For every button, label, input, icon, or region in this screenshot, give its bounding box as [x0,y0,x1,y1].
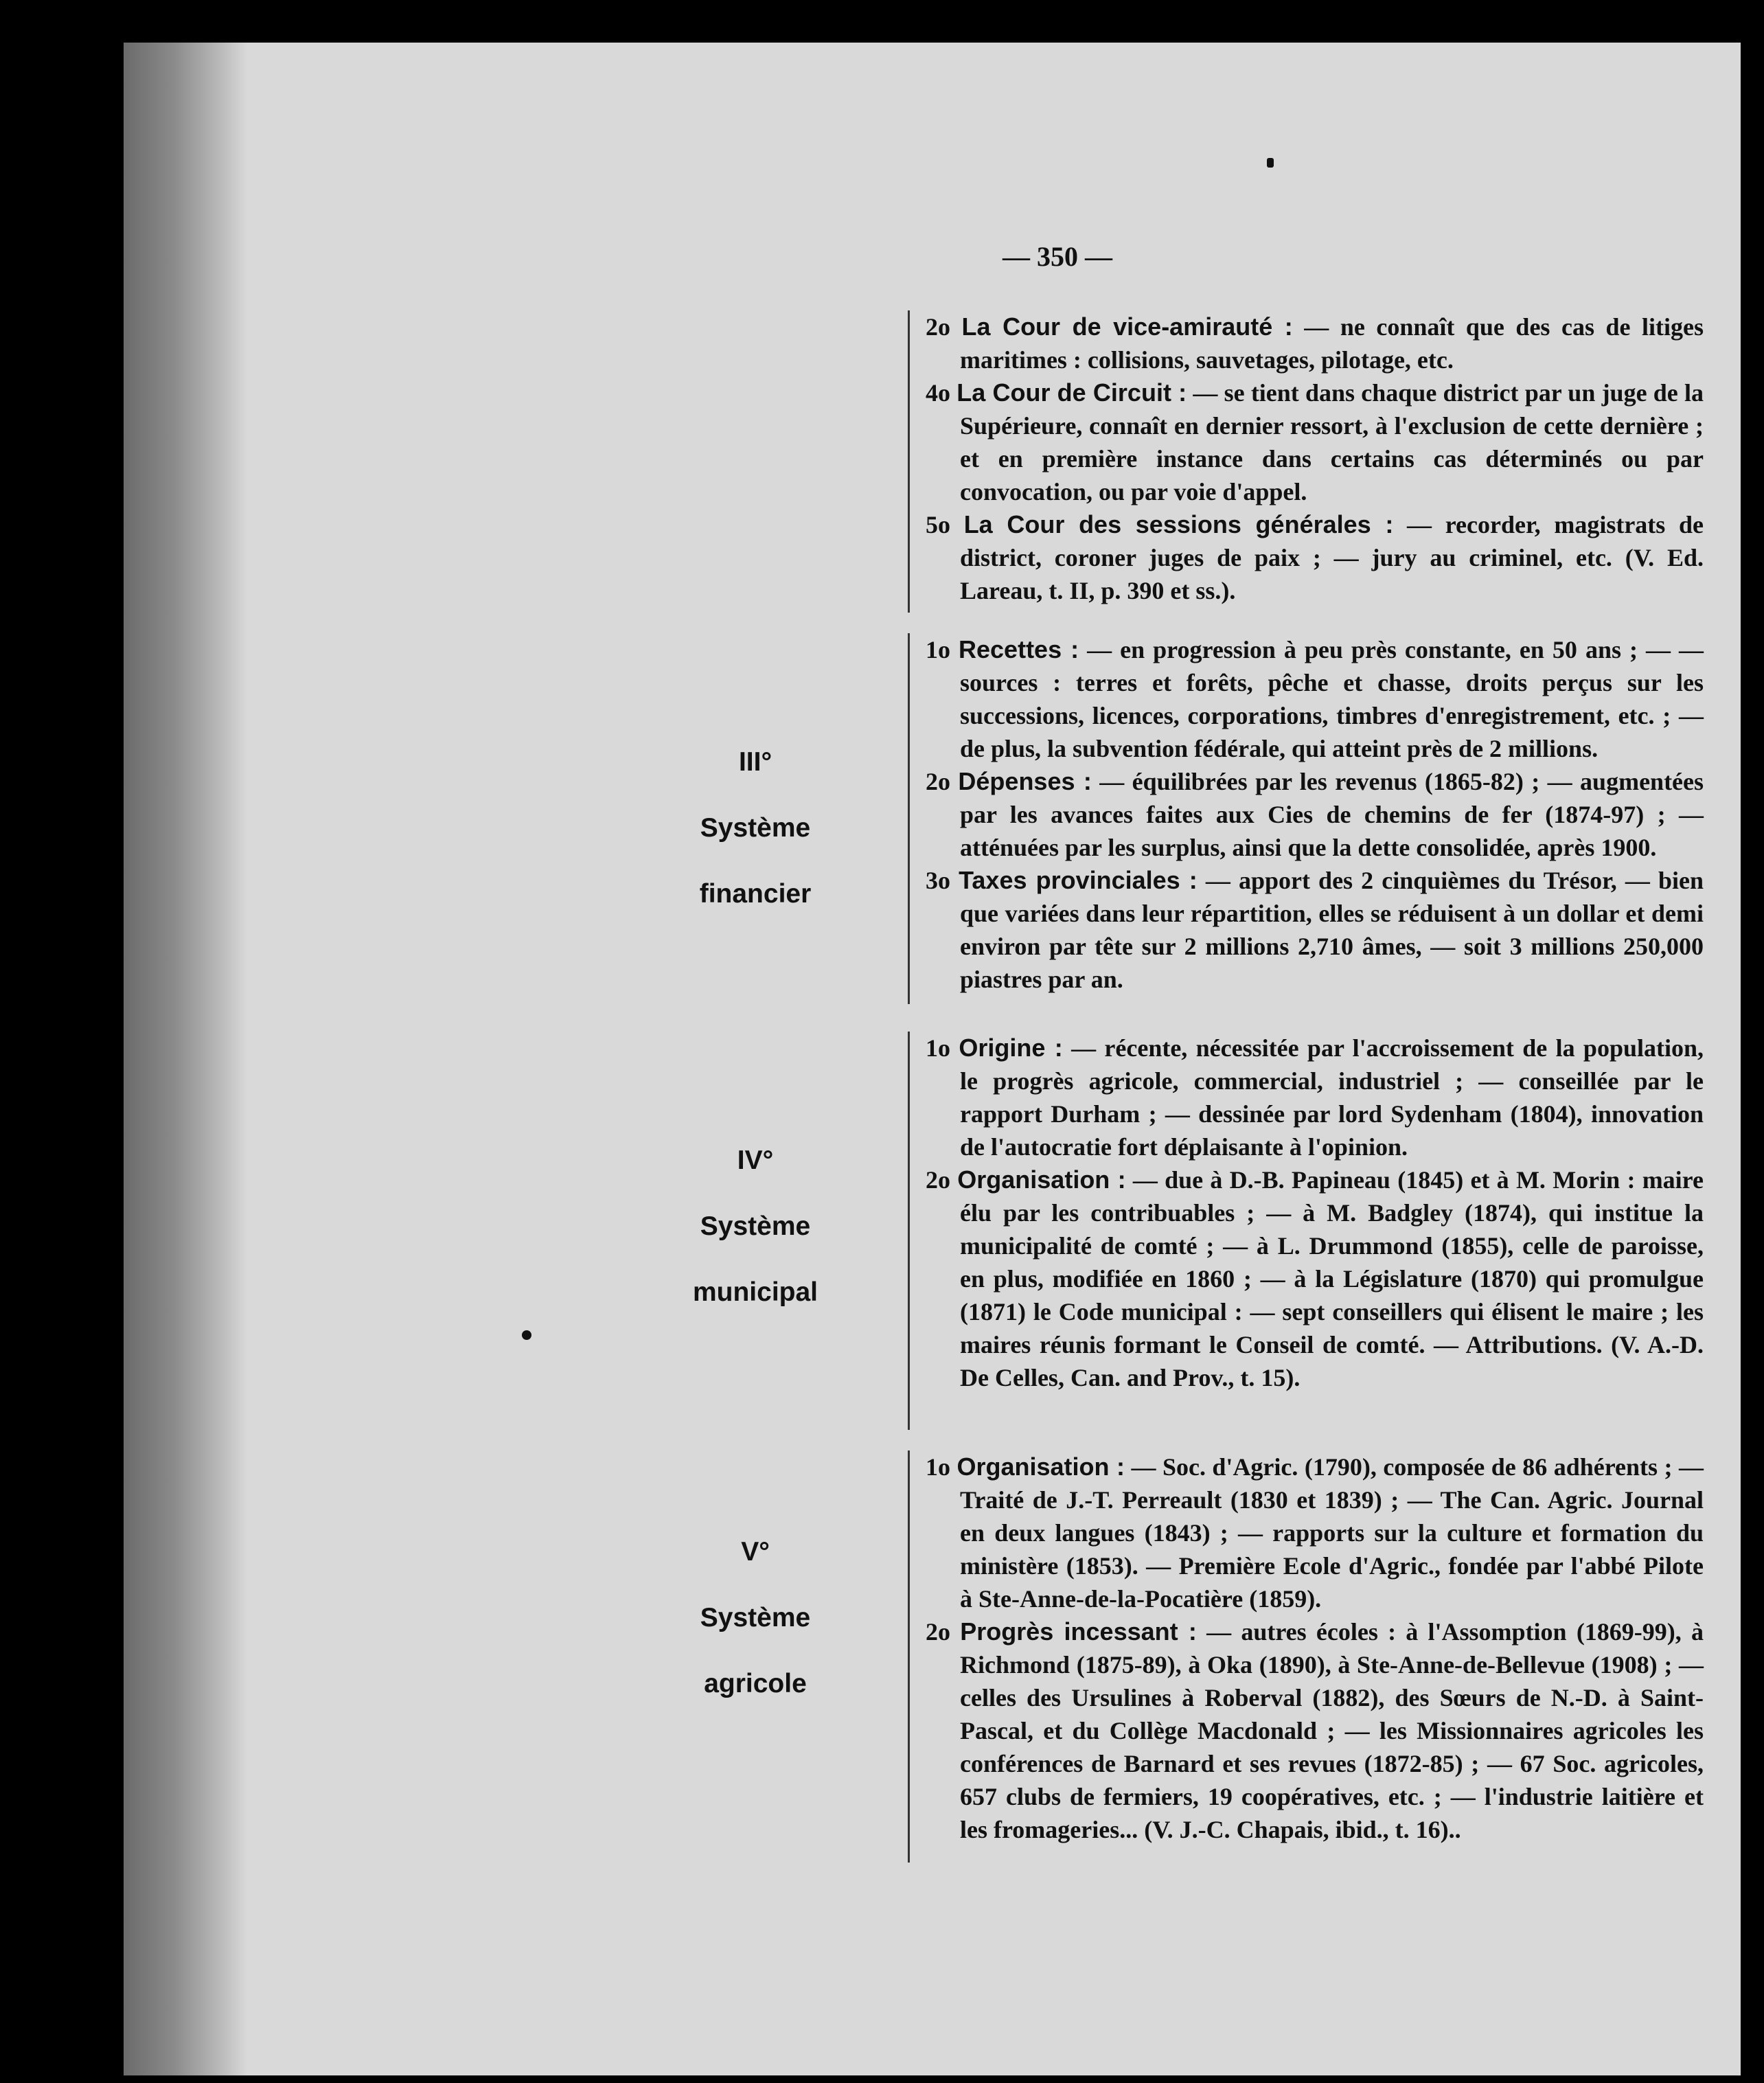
ink-speck [1267,158,1274,168]
bracket-iv [908,1032,917,1430]
item-iv-2: 2o Organisation : — due à D.-B. Papineau (1845) et à M. Morin : maire élu par les contribuables ; — à M. Badgley (1874), qui institue la municipalité de comté ; — à L. Drummond (1855), celle de paroisse, en plus, modifiée en 1860 ; — à la Législature (1870) qui promulgue (1871) le Code municipal : — sept conseillers qui élisent le maire ; les maires réunis formant le Conseil de comté. — Attributions. (V. A.-D. De Celles, Can. and Prov., t. 15). [926,1165,1704,1391]
item-iv-1: 1o Origine : — récente, nécessitée par l'accroissement de la population, le progrès agricole, commercial, industriel ; — conseillée par le rapport Durham ; — dessinée par lord Sydenham (1804), innovation de l'autocratie fort déplaisante à l'opinion. [926,1034,1704,1161]
section-iii-roman: III° [738,747,772,777]
section-iii-title-1: Système [700,813,811,843]
section-iv-title-2: municipal [692,1277,818,1307]
section-v-roman: V° [741,1537,770,1567]
section-iv-roman: IV° [737,1146,774,1175]
section-iii-title-2: financier [699,879,812,909]
section-v-body [926,1450,1704,1846]
section-ii-body [926,310,1704,607]
item-iii-3: 3o Taxes provinciales : — apport des 2 cinquièmes du Trésor, — bien que variées dans leur répartition, elles se réduisent à un dollar et demi environ par tête sur 2 millions 2,710 âmes, — soit 3 millions 250,000 piastres par an. [926,866,1704,993]
page-gutter [124,43,247,2075]
item-v-1: 1o Organisation : — Soc. d'Agric. (1790), composée de 86 adhérents ; — Traité de J.-T. Perreault (1830 et 1839) ; — The Can. Agric. Journal en deux langues (1843) ; — rapports sur la culture et formation du ministère (1853). — Première Ecole d'Agric., fondée par l'abbé Pilote à Ste-Anne-de-la-Pocatière (1859). [926,1453,1704,1613]
section-v-label [618,1519,893,1717]
section-iii-label [618,729,893,927]
item-ii-2: 2o La Cour de vice-amirauté : — ne connaît que des cas de litiges maritimes : collisions, sauvetages, pilotage, etc. [926,312,1704,374]
section-iv-label [618,1128,893,1325]
item-v-2: 2o Progrès incessant : — autres écoles : à l'Assomption (1869-99), à Richmond (1875-89), à Oka (1890), à Ste-Anne-de-Bellevue (1908) ; — celles des Ursulines à Roberval (1882), des Sœurs de N.-D. à Saint-Pascal, et du Collège Macdonald ; — les Missionnaires agricoles les conférences de Barnard et ses revues (1872-85) ; — 67 Soc. agricoles, 657 clubs de fermiers, 19 coopératives, etc. ; — l'industrie laitière et les fromageries... (V. J.-C. Chapais, ibid., t. 16).. [926,1617,1704,1843]
bracket-iii [908,633,917,1004]
item-iii-2: 2o Dépenses : — équilibrées par les revenus (1865-82) ; — augmentées par les avances faites aux Cies de chemins de fer (1874-97) ; — atténuées par les surplus, ainsi que la dette consolidée, après 1900. [926,767,1704,861]
section-v-title-2: agricole [704,1669,807,1698]
book-page: — 350 — 2o La Cour de vice-amirauté : — ne connaît que des cas de litiges maritimes : collisions, sauvetages, pilotage, etc. 4o La Cour de Circuit : — se tient dans chaque district par un juge de la Supérieure, connaît en dernier ressort, à l'exclusion de cette dernière ; et en première instance dans certains cas déterminés ou par convocation, ou par voie d'appel. 5o La Cour des sessions générales : — recorder, magistrats de district, coroner juges de paix ; — jury au criminel, etc. (V. Ed. Lareau, t. II, p. 390 et ss.). III° Système financier 1o Recettes : — en progression à peu près constante, en 50 ans ; — — sources : terres et forêts, pêche et chasse, droits perçus sur les successions, licences, corporations, timbres d'enregistrement, etc. ; — de plus, la subvention fédérale, qui atteint près de 2 millions. 2o Dépenses : — équilibrées par les revenus (1865-82) ; — augmentées par les avances faites aux Cies de chemins de fer (1874-97) ; — atténuées par les surplus, ainsi que la dette consolidée, après 1900. 3o Taxes provinciales : — apport des 2 cinquièmes du Trésor, — bien que variées dans leur répartition, elles se réduisent à un dollar et demi environ par tête sur 2 millions 2,710 âmes, — soit 3 millions 250,000 piastres par an. IV° Système municipal 1o Origine : — récente, nécessitée par l'accroissement de la population, le progrès agricole, commercial, industriel ; — conseillée par le rapport Durham ; — dessinée par lord Sydenham (1804), innovation de l'autocratie fort déplaisante à l'opinion. 2o Organisation : — due à D.-B. Papineau (1845) et à M. Morin : maire élu par les contribuables ; — à M. Badgley (1874), qui institue la municipalité de comté ; — à L. Drummond (1855), celle de paroisse, en plus, modifiée en 1860 ; — à la Législature (1870) qui promulgue (1871) le Code municipal : — sept conseillers qui élisent le maire ; les maires réunis formant le Conseil de comté. — Attributions. (V. A.-D. De Celles, Can. and Prov., t. 15). V° Système agricole 1o Organisation : — Soc. d'Agric. (1790), composée de 86 adhérents ; — Traité de J.-T. Perreault (1830 et 1839) ; — The Can. Agric. Journal en deux langues (1843) ; — rapports sur la culture et formation du ministère (1853). — Première Ecole d'Agric., fondée par l'abbé Pilote à Ste-Anne-de-la-Pocatière (1859). 2o Progrès incessant : — autres écoles : à l'Assomption (1869-99), à Richmond (1875-89), à Oka (1890), à Ste-Anne-de-Bellevue (1908) ; — celles des Ursulines à Roberval (1882), des Sœurs de N.-D. à Saint-Pascal, et du Collège Macdonald ; — les Missionnaires agricoles les conférences de Barnard et ses revues (1872-85) ; — 67 Soc. agricoles, 657 clubs de fermiers, 19 coopératives, etc. ; — l'industrie laitière et les fromageries... (V. J.-C. Chapais, ibid., t. 16).. [124,43,1741,2075]
section-v-title-1: Système [700,1603,811,1632]
bracket-v [908,1450,917,1863]
section-iii-body [926,633,1704,996]
section-iv-title-1: Système [700,1211,811,1241]
item-ii-5: 5o La Cour des sessions générales : — recorder, magistrats de district, coroner juges de paix ; — jury au criminel, etc. (V. Ed. Lareau, t. II, p. 390 et ss.). [926,510,1704,604]
section-iv-body [926,1032,1704,1394]
item-iii-1: 1o Recettes : — en progression à peu près constante, en 50 ans ; — — sources : terres et forêts, pêche et chasse, droits perçus sur les successions, licences, corporations, timbres d'enregistrement, etc. ; — de plus, la subvention fédérale, qui atteint près de 2 millions. [926,635,1704,762]
item-ii-4: 4o La Cour de Circuit : — se tient dans chaque district par un juge de la Supérieure, connaît en dernier ressort, à l'exclusion de cette dernière ; et en première instance dans certains cas déterminés ou par convocation, ou par voie d'appel. [926,378,1704,505]
ink-speck [522,1330,531,1340]
bracket-ii [908,310,917,613]
